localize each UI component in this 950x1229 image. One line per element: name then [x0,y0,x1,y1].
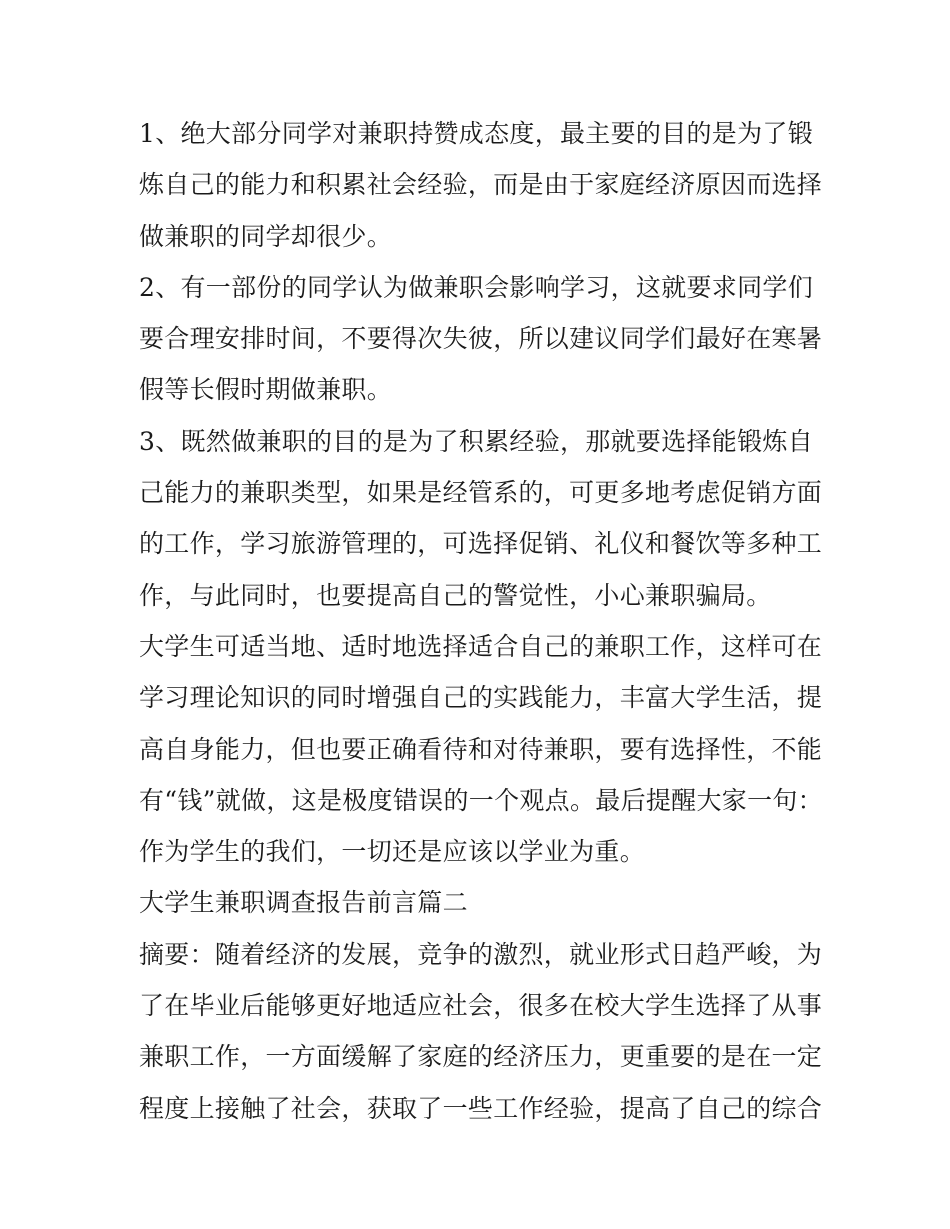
text-line: 高自身能力，但也要正确看待和对待兼职，要有选择性，不能 [139,734,823,764]
text-line: 2、有一部份的同学认为做兼职会影响学习，这就要求同学们 [139,272,814,302]
text-line: 了在毕业后能够更好地适应社会，很多在校大学生选择了从事 [139,991,823,1021]
text-line: 程度上接触了社会，获取了一些工作经验，提高了自己的综合 [139,1093,823,1123]
text-line: 炼自己的能力和积累社会经验，而是由于家庭经济原因而选择 [139,170,823,200]
section-heading: 大学生兼职调查报告前言篇二 [139,888,468,918]
text-line: 摘要：随着经济的发展，竞争的激烈，就业形式日趋严峻，为 [139,939,823,969]
body-text [139,108,823,1134]
text-line: 己能力的兼职类型，如果是经管系的，可更多地考虑促销方面 [139,478,823,508]
text-line: 做兼职的同学却很少。 [139,221,393,251]
text-line: 大学生可适当地、适时地选择适合自己的兼职工作，这样可在 [139,631,823,661]
text-line: 的工作，学习旅游管理的，可选择促销、礼仪和餐饮等多种工 [139,529,823,559]
text-line: 有“钱”就做，这是极度错误的一个观点。最后提醒大家一句： [139,785,823,815]
text-line: 作，与此同时，也要提高自己的警觉性，小心兼职骗局。 [139,580,772,610]
text-line: 要合理安排时间，不要得次失彼，所以建议同学们最好在寒暑 [139,324,823,354]
text-line: 假等长假时期做兼职。 [139,375,393,405]
text-line: 兼职工作，一方面缓解了家庭的经济压力，更重要的是在一定 [139,1042,823,1072]
text-line: 学习理论知识的同时增强自己的实践能力，丰富大学生活，提 [139,683,823,713]
text-line: 1、绝大部分同学对兼职持赞成态度，最主要的目的是为了锻 [139,119,814,148]
text-line: 作为学生的我们，一切还是应该以学业为重。 [139,837,646,867]
text-line: 3、既然做兼职的目的是为了积累经验，那就要选择能锻炼自 [139,426,814,456]
